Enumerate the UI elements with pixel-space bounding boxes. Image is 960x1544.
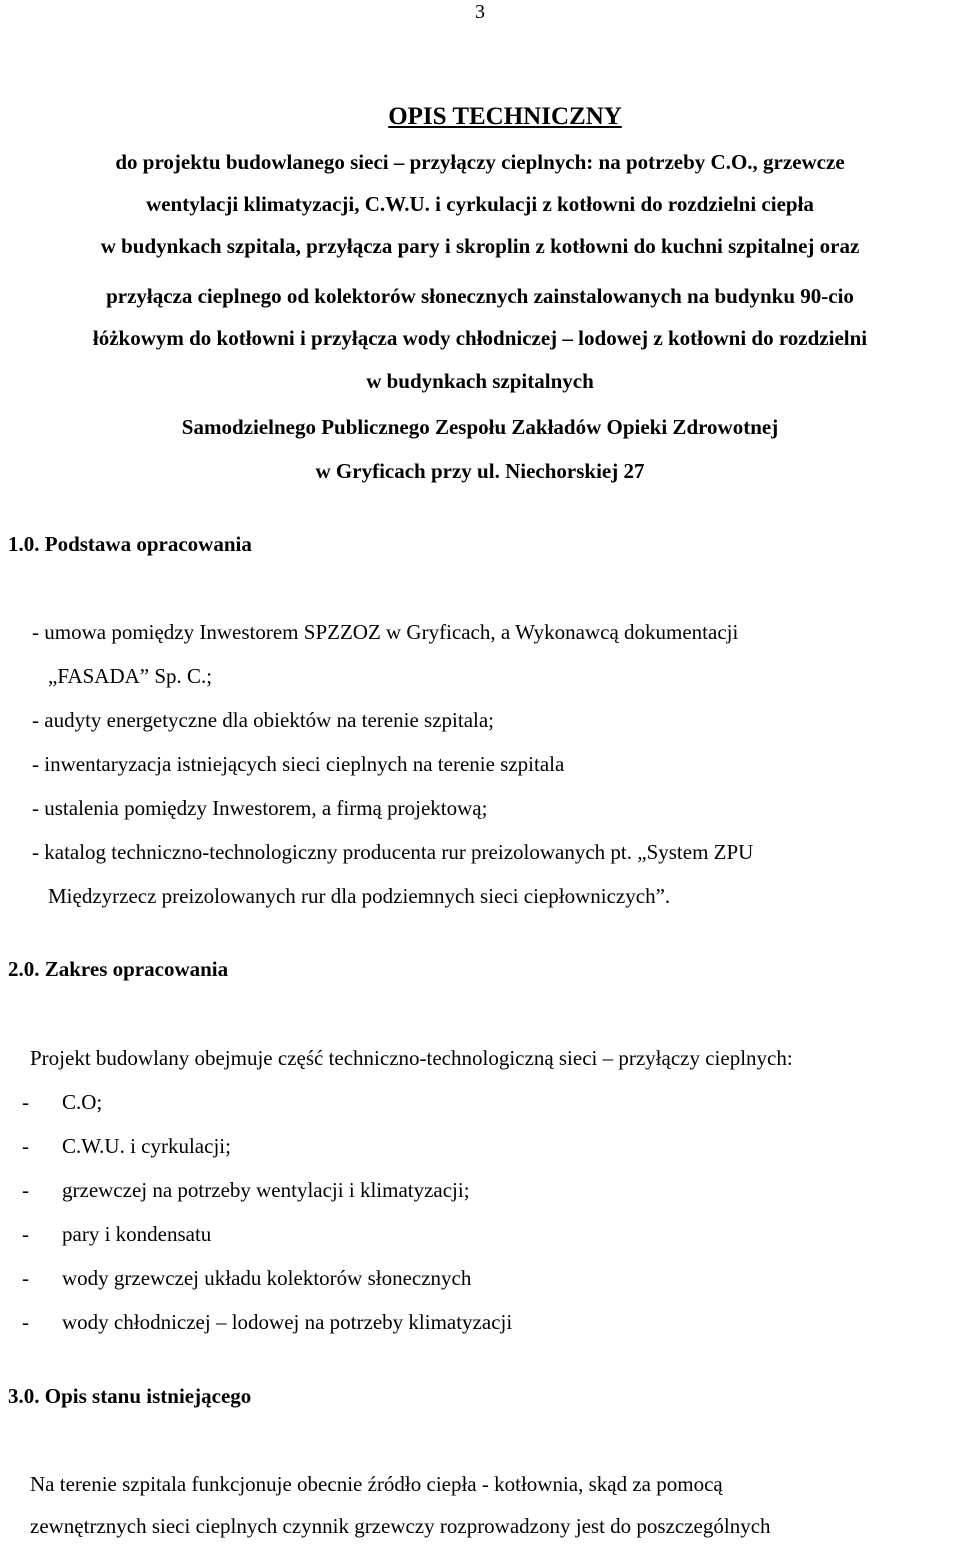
list-item [22, 1220, 211, 1248]
list-item: - umowa pomiędzy Inwestorem SPZZOZ w Gryficach, a Wykonawcą dokumentacji [32, 620, 739, 644]
title-line: w budynkach szpitala, przyłącza pary i skroplin z kotłowni do kuchni szpitalnej oraz [100, 234, 860, 258]
list-bullet: - [22, 1090, 29, 1114]
list-item-text: grzewczej na potrzeby wentylacji i klimatyzacji; [62, 1178, 470, 1202]
page-number: 3 [475, 1, 485, 23]
list-item: Międzyrzecz preizolowanych rur dla podziemnych sieci ciepłowniczych”. [48, 884, 671, 908]
list-item [22, 1264, 471, 1292]
title-line: do projektu budowlanego sieci – przyłączy cieplnych: na potrzeby C.O., grzewcze [115, 150, 845, 174]
list-item [22, 1308, 512, 1336]
title-line: łóżkowym do kotłowni i przyłącza wody chłodniczej – lodowej z kotłowni do rozdzielni [92, 326, 868, 350]
list-item-text: wody grzewczej układu kolektorów słonecznych [62, 1266, 472, 1290]
title-line: Samodzielnego Publicznego Zespołu Zakładów Opieki Zdrowotnej [181, 415, 779, 439]
list-item-text: C.W.U. i cyrkulacji; [62, 1134, 231, 1158]
title-line: przyłącza cieplnego od kolektorów słonecznych zainstalowanych na budynku 90-cio [106, 284, 854, 308]
title-line: w budynkach szpitalnych [366, 369, 594, 393]
list-item [22, 1132, 231, 1160]
list-bullet: - [22, 1134, 29, 1158]
list-bullet: - [22, 1310, 29, 1334]
section-heading: 1.0. Podstawa opracowania [8, 532, 252, 556]
section-heading: 3.0. Opis stanu istniejącego [8, 1384, 252, 1408]
list-item: - katalog techniczno-technologiczny producenta rur preizolowanych pt. „System ZPU [32, 840, 754, 864]
list-item [22, 1088, 102, 1116]
list-item: - inwentaryzacja istniejących sieci cieplnych na terenie szpitala [32, 752, 565, 776]
paragraph: Projekt budowlany obejmuje część techniczno-technologiczną sieci – przyłączy cieplnych: [30, 1046, 793, 1070]
list-bullet: - [22, 1222, 29, 1246]
list-item: - ustalenia pomiędzy Inwestorem, a firmą projektową; [32, 796, 488, 820]
paragraph-line: zewnętrznych sieci cieplnych czynnik grzewczy rozprowadzony jest do poszczególnych [30, 1514, 771, 1538]
list-item-text: wody chłodniczej – lodowej na potrzeby klimatyzacji [62, 1310, 513, 1334]
list-bullet: - [22, 1178, 29, 1202]
list-bullet: - [22, 1266, 29, 1290]
section-heading: 2.0. Zakres opracowania [8, 957, 229, 981]
title-line: wentylacji klimatyzacji, C.W.U. i cyrkulacji z kotłowni do rozdzielni ciepła [146, 192, 814, 216]
list-item-text: C.O; [62, 1090, 103, 1114]
paragraph-line: Na terenie szpitala funkcjonuje obecnie źródło ciepła - kotłownia, skąd za pomocą [30, 1472, 723, 1496]
title-line: w Gryficach przy ul. Niechorskiej 27 [315, 459, 645, 483]
list-item: „FASADA” Sp. C.; [48, 664, 213, 688]
list-item: - audyty energetyczne dla obiektów na terenie szpitala; [32, 708, 494, 732]
list-item [22, 1176, 470, 1204]
document-title: OPIS TECHNICZNY [388, 103, 622, 130]
list-item-text: pary i kondensatu [62, 1222, 212, 1246]
